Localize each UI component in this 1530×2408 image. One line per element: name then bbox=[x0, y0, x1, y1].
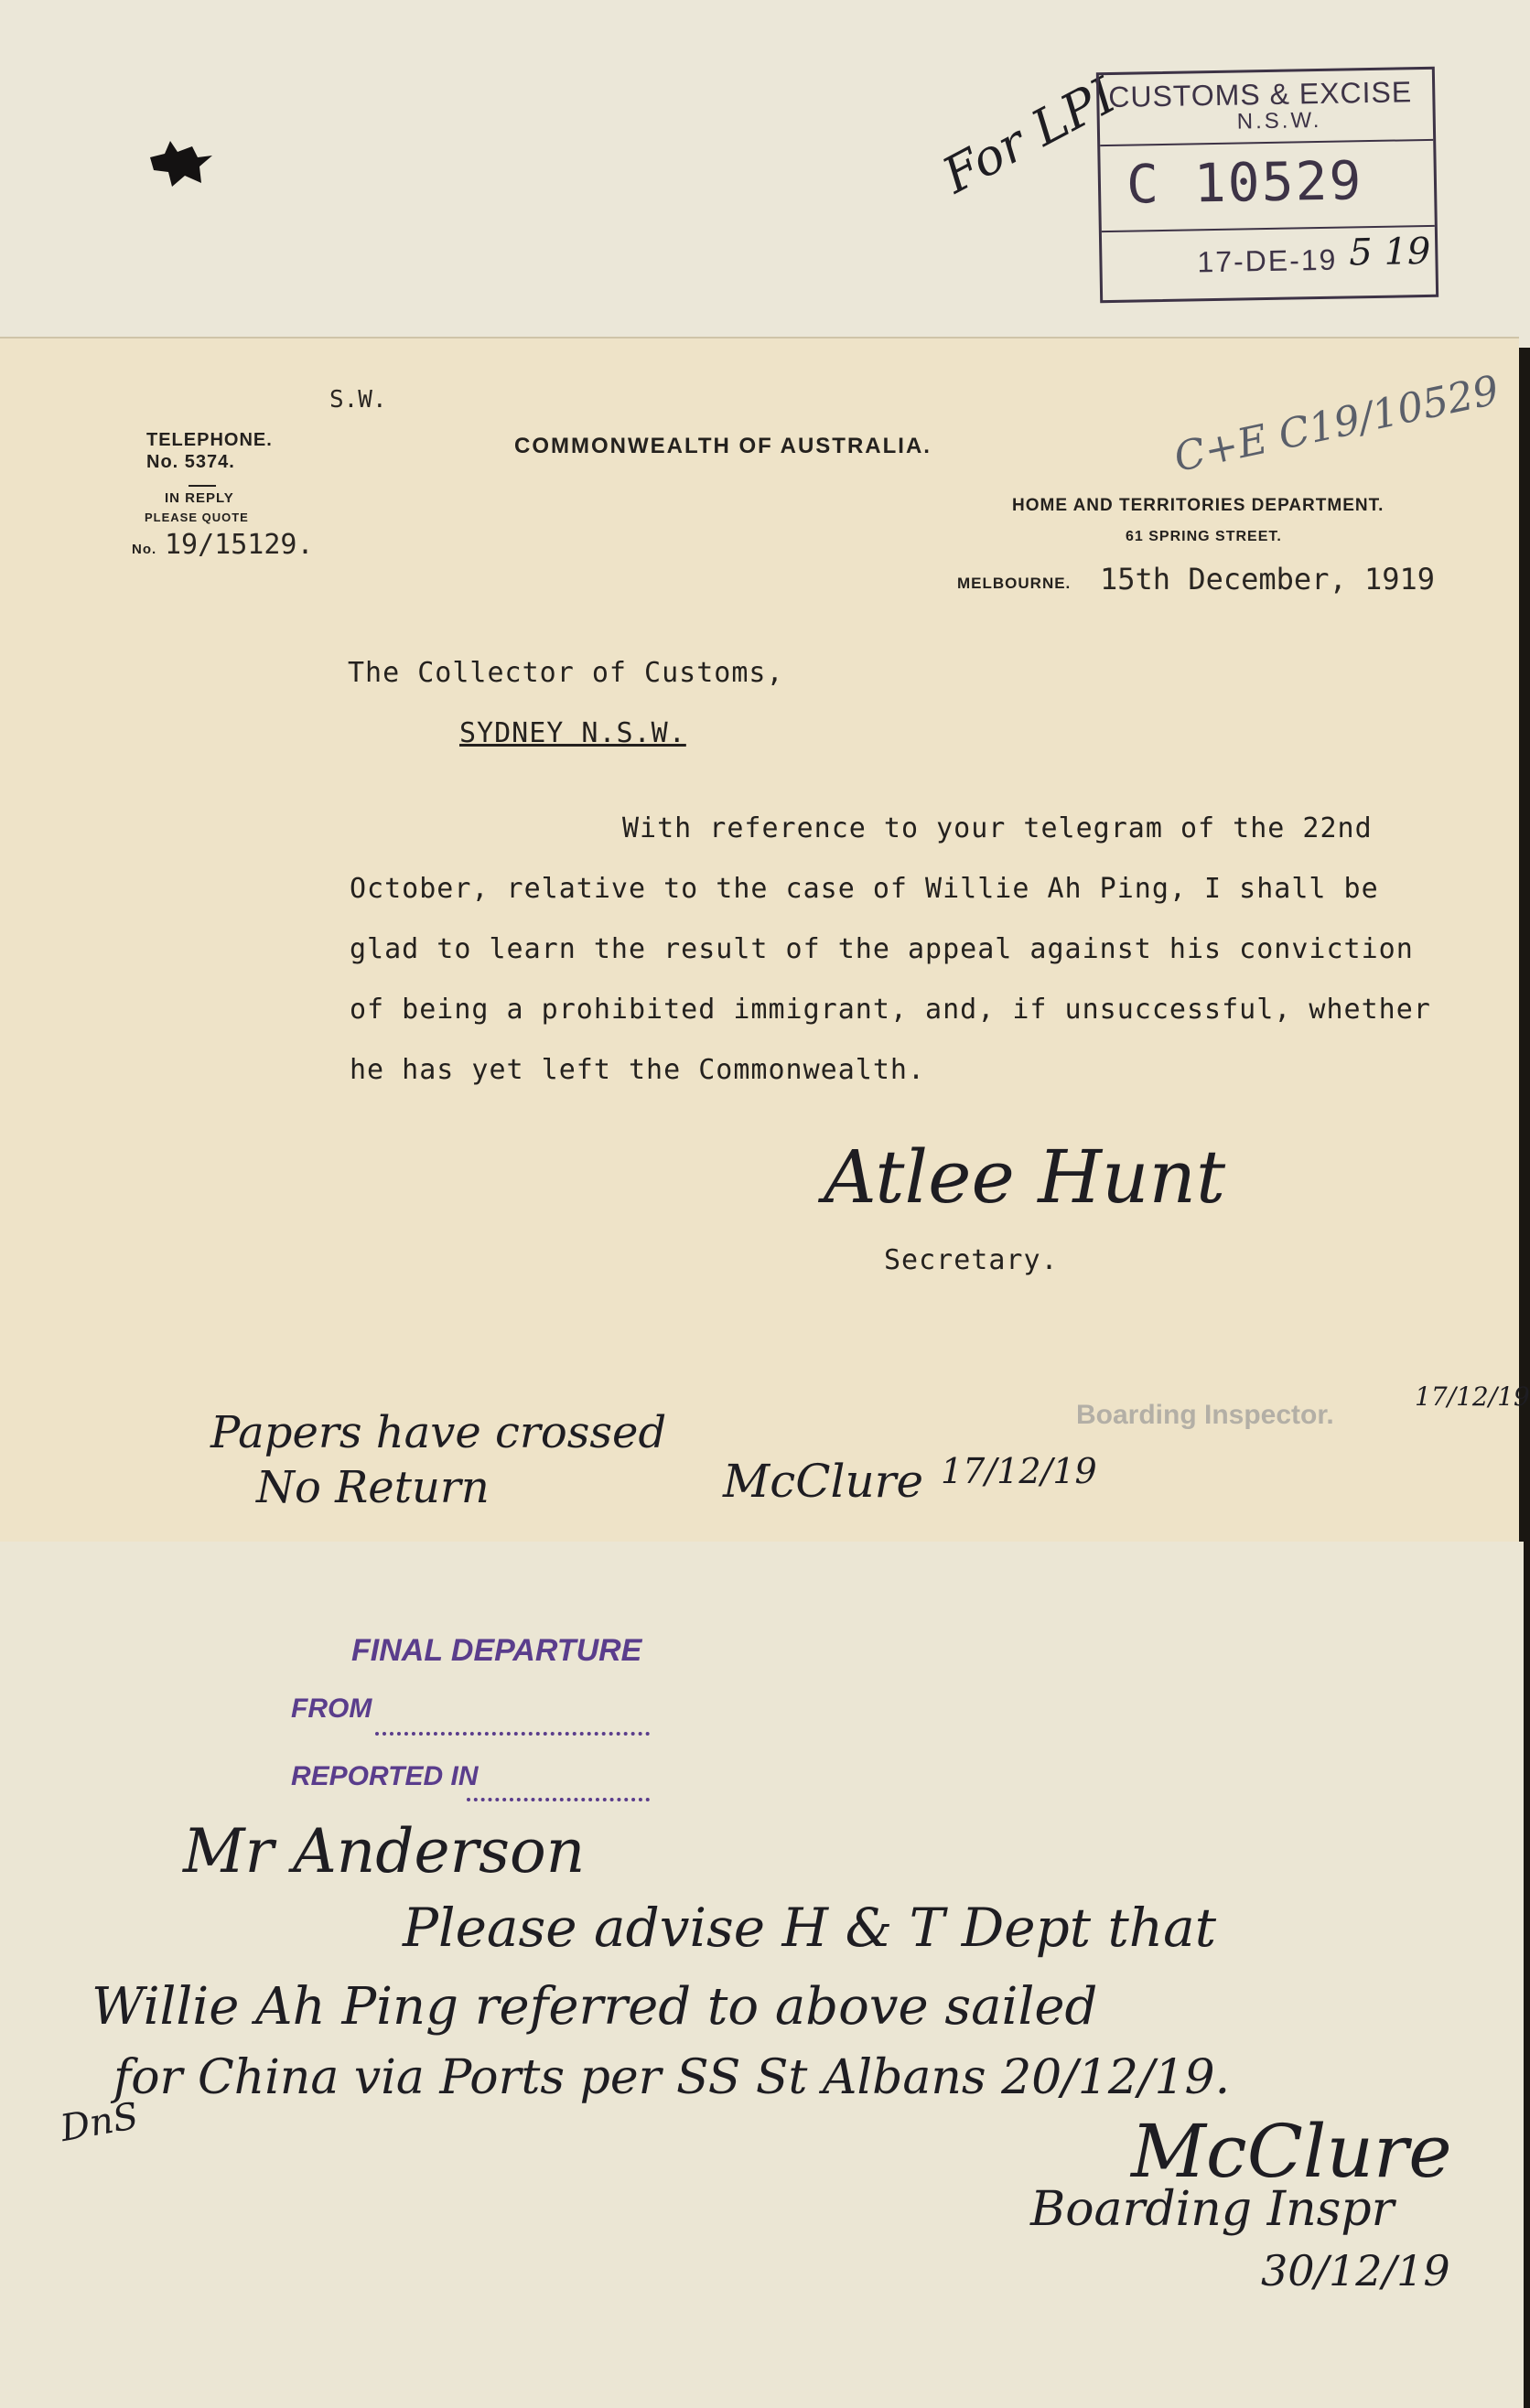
handwritten-reference: C+E C19/10529 bbox=[1169, 367, 1503, 481]
minute-line: for China via Ports per SS St Albans 20/12/19. bbox=[113, 2050, 1231, 2105]
addressee-place: SYDNEY N.S.W. bbox=[459, 717, 686, 749]
department-name: HOME AND TERRITORIES DEPARTMENT. bbox=[1012, 496, 1385, 515]
addressee: The Collector of Customs, bbox=[348, 657, 784, 689]
letter-city: MELBOURNE. bbox=[957, 575, 1072, 592]
minute-salutation: Mr Anderson bbox=[183, 1816, 586, 1887]
letter-body-line: he has yet left the Commonwealth. bbox=[350, 1054, 926, 1086]
handwritten-note-line: Papers have crossed bbox=[210, 1407, 667, 1458]
reported-in-dotted-line bbox=[467, 1798, 650, 1801]
minute-line: Please advise H & T Dept that bbox=[403, 1897, 1217, 1959]
letterhead-rule bbox=[189, 485, 216, 487]
letter-initials: S.W. bbox=[329, 386, 387, 414]
minute-sheet bbox=[0, 1542, 1524, 2408]
letter-sheet bbox=[0, 337, 1530, 1548]
final-departure-title: FINAL DEPARTURE bbox=[351, 1633, 642, 1668]
reply-label-2: PLEASE QUOTE bbox=[145, 511, 249, 524]
reply-no-label: No. bbox=[132, 542, 157, 557]
stamp-state: N.S.W. bbox=[1236, 107, 1322, 134]
minute-signature-title: Boarding Inspr bbox=[1030, 2182, 1395, 2237]
margin-initials: DnS bbox=[57, 2094, 142, 2151]
signatory-title: Secretary. bbox=[884, 1244, 1059, 1276]
cover-sheet bbox=[0, 0, 1530, 348]
reply-label-1: IN REPLY bbox=[165, 490, 234, 506]
telephone-label: TELEPHONE. bbox=[146, 430, 273, 450]
letter-body-line: With reference to your telegram of the 22nd bbox=[622, 812, 1373, 844]
stamp-number: C 10529 bbox=[1126, 149, 1363, 216]
handwritten-note-top: For LPI bbox=[933, 66, 1126, 205]
minute-signature-name: McClure bbox=[1131, 2109, 1452, 2194]
boarding-date: 17/12/19 bbox=[1415, 1381, 1530, 1412]
reported-in-label: REPORTED IN bbox=[291, 1761, 479, 1791]
letter-body-line: of being a prohibited immigrant, and, if unsuccessful, whether bbox=[350, 994, 1431, 1026]
telephone-number: No. 5374. bbox=[146, 452, 235, 472]
secretary-signature: Atlee Hunt bbox=[824, 1134, 1226, 1220]
letter-body-line: glad to learn the result of the appeal against his conviction bbox=[350, 933, 1414, 965]
letter-date: 15th December, 1919 bbox=[1100, 562, 1436, 597]
note-date: 17/12/19 bbox=[941, 1451, 1097, 1491]
from-label: FROM bbox=[291, 1693, 372, 1724]
note-signature: McClure bbox=[723, 1455, 924, 1508]
minute-line: Willie Ah Ping referred to above sailed bbox=[92, 1977, 1098, 2037]
stamp-office: CUSTOMS & EXCISE bbox=[1107, 75, 1413, 114]
stamp-date-suffix: 5 19 bbox=[1348, 230, 1431, 274]
ink-blot-icon bbox=[145, 137, 218, 192]
customs-receipt-stamp bbox=[1096, 67, 1438, 303]
stamp-date: 17-DE-19 bbox=[1197, 242, 1338, 279]
boarding-inspector-stamp: Boarding Inspector. bbox=[1076, 1400, 1334, 1430]
letterhead-title: COMMONWEALTH OF AUSTRALIA. bbox=[514, 434, 932, 458]
reply-number: 19/15129. bbox=[165, 529, 314, 561]
department-address: 61 SPRING STREET. bbox=[1126, 529, 1282, 544]
from-dotted-line bbox=[375, 1732, 650, 1736]
handwritten-note-line: No Return bbox=[256, 1462, 490, 1513]
letter-body-line: October, relative to the case of Willie Ah Ping, I shall be bbox=[350, 873, 1379, 905]
minute-date: 30/12/19 bbox=[1261, 2246, 1450, 2295]
